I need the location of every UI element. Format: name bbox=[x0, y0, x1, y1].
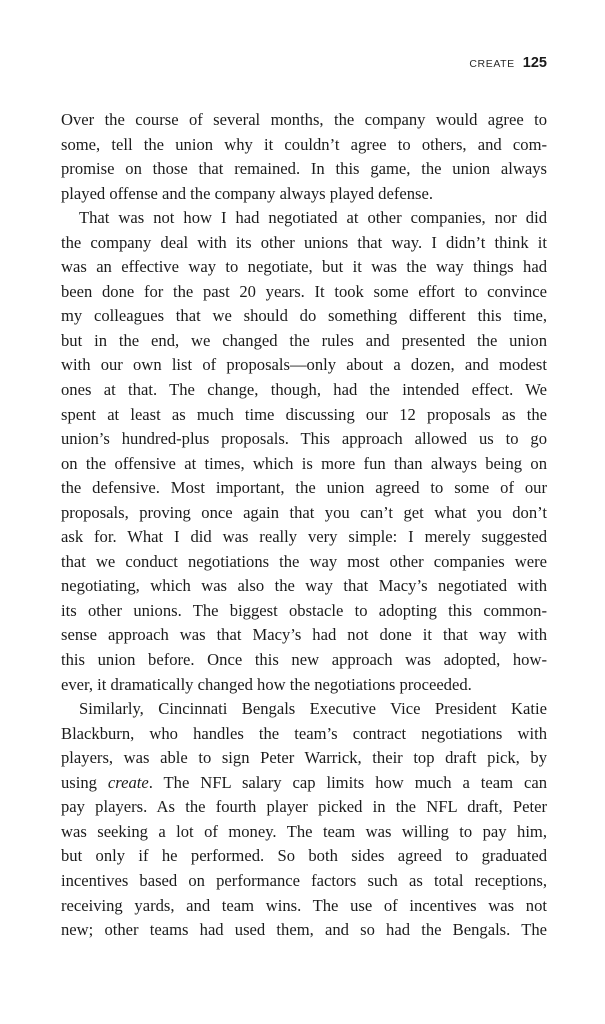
text-line: played offense and the company always played defense. bbox=[61, 183, 433, 203]
text-line: with our own list of proposals—only about a dozen, and modest bbox=[61, 355, 547, 375]
text-line: ever, it dramatically changed how the negotiations proceeded. bbox=[61, 674, 472, 694]
text-line: proposals, proving once again that you can’t get what you don’t bbox=[61, 502, 547, 522]
text-line: my colleagues that we should do something different this time, bbox=[61, 306, 547, 326]
text-run: . The NFL salary cap limits how much a team can bbox=[148, 772, 548, 792]
italic-term-create: create bbox=[107, 772, 149, 792]
text-line: but in the end, we changed the rules and presented the union bbox=[61, 330, 547, 350]
text-line-with-italic bbox=[61, 771, 547, 796]
text-line: the company deal with its other unions that way. I didn’t think it bbox=[61, 232, 547, 252]
text-line: was an effective way to negotiate, but it was the way things had bbox=[61, 257, 547, 277]
text-line: ones at that. The change, though, had the intended effect. We bbox=[61, 380, 547, 400]
text-line: promise on those that remained. In this game, the union always bbox=[61, 159, 547, 179]
text-line: incentives based on performance factors such as total receptions, bbox=[61, 870, 547, 890]
body-text bbox=[61, 108, 547, 943]
text-line: new; other teams had used them, and so had the Bengals. The bbox=[61, 920, 547, 940]
text-line: That was not how I had negotiated at other companies, nor did bbox=[79, 208, 547, 228]
text-line: pay players. As the fourth player picked in the NFL draft, Peter bbox=[61, 797, 547, 817]
text-line: ask for. What I did was really very simple: I merely suggested bbox=[61, 527, 547, 547]
text-line: on the offensive at times, which is more fun than always being on bbox=[61, 453, 547, 473]
text-line: spent at least as much time discussing our 12 proposals as the bbox=[61, 404, 547, 424]
text-line: but only if he performed. So both sides agreed to graduated bbox=[61, 846, 547, 866]
running-head bbox=[469, 55, 547, 71]
text-line: negotiating, which was also the way that Macy’s negotiated with bbox=[61, 576, 547, 596]
text-line: that we conduct negotiations the way most other companies were bbox=[61, 551, 547, 571]
text-line: was seeking a lot of money. The team was willing to pay him, bbox=[61, 821, 547, 841]
text-line: Blackburn, who handles the team’s contract negotiations with bbox=[61, 723, 547, 743]
text-line: Similarly, Cincinnati Bengals Executive Vice President Katie bbox=[79, 699, 547, 719]
text-line: the defensive. Most important, the union agreed to some of our bbox=[61, 478, 547, 498]
text-line: some, tell the union why it couldn’t agree to others, and com- bbox=[61, 134, 547, 154]
text-line: this union before. Once this new approach was adopted, how- bbox=[61, 650, 547, 670]
text-line: its other unions. The biggest obstacle to adopting this common- bbox=[61, 600, 547, 620]
running-title: CREATE bbox=[469, 58, 515, 70]
paragraph-1 bbox=[61, 108, 547, 206]
text-run: using bbox=[61, 772, 108, 792]
text-line: union’s hundred-plus proposals. This approach allowed us to go bbox=[61, 429, 547, 449]
paragraph-3 bbox=[61, 697, 547, 942]
text-line: sense approach was that Macy’s had not done it that way with bbox=[61, 625, 547, 645]
text-line: Over the course of several months, the company would agree to bbox=[61, 110, 547, 129]
paragraph-2 bbox=[61, 206, 547, 697]
text-line: been done for the past 20 years. It took some effort to convince bbox=[61, 281, 547, 301]
text-line: players, was able to sign Peter Warrick, their top draft pick, by bbox=[61, 748, 547, 768]
text-line: receiving yards, and team wins. The use of incentives was not bbox=[61, 895, 547, 915]
page-number: 125 bbox=[522, 55, 547, 71]
